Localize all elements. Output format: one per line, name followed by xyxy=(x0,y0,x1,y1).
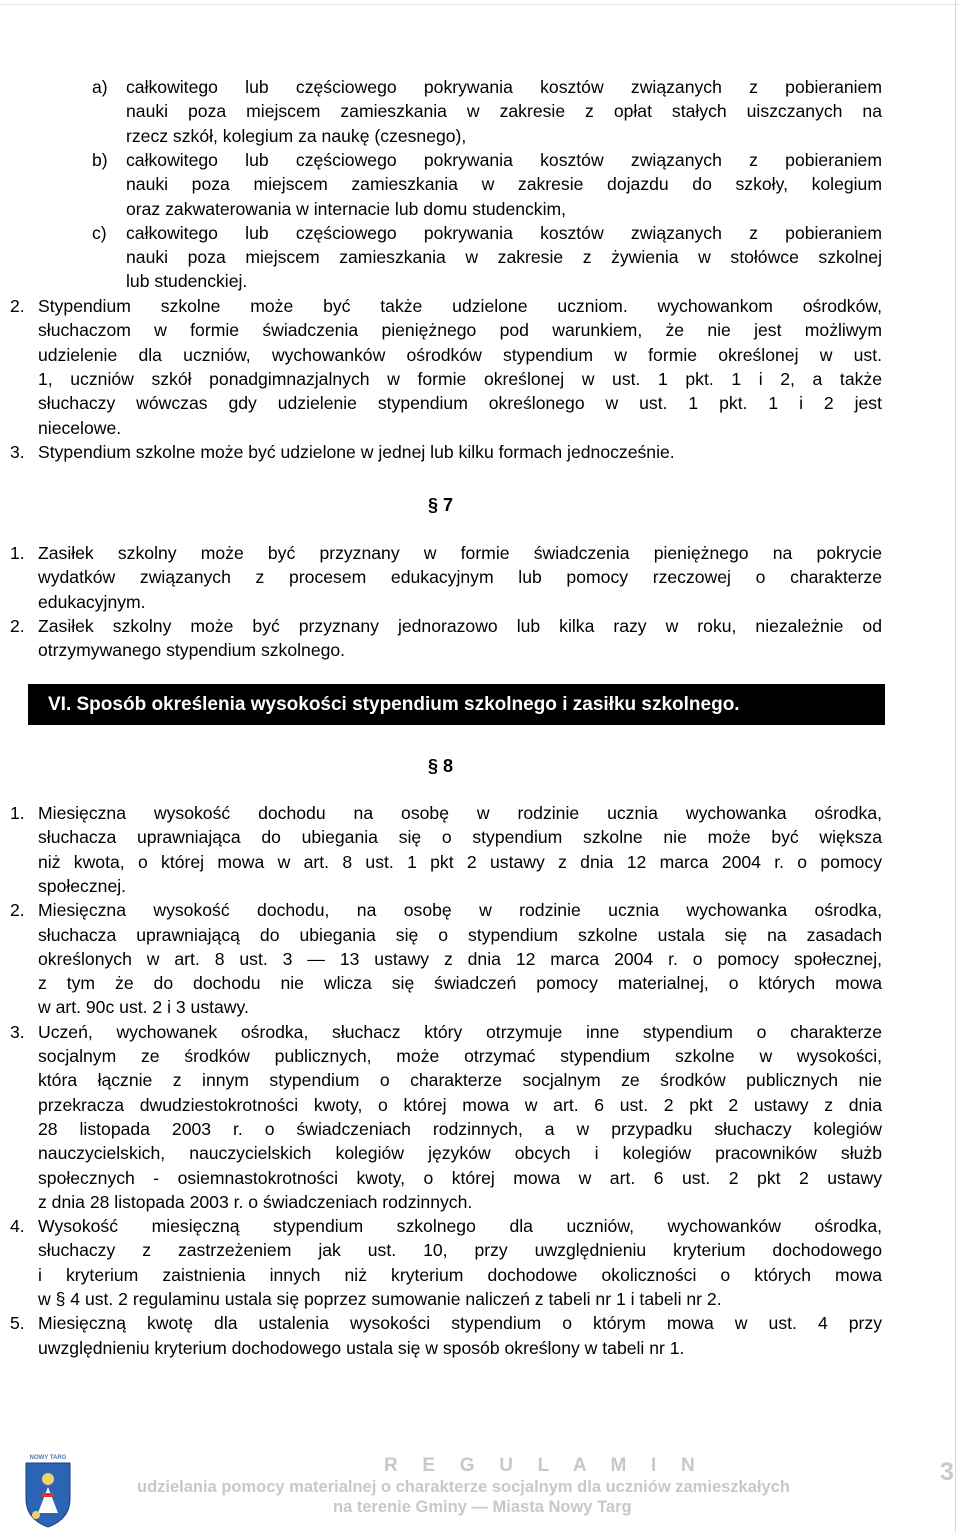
list-item-text-line: rzecz szkół, kolegium za naukę (czesnego), xyxy=(126,125,467,146)
list-item-text-line: i kryterium zaistnienia innych niż kryterium dochodowe okoliczności o których mowa xyxy=(38,1264,882,1285)
footer-line-1: udzielania pomocy materialnej o charakterze socjalnym dla uczniów zamieszkałych xyxy=(137,1478,790,1496)
list-item-text-line: 1, uczniów szkół ponadgimnazjalnych w formie określonej w ust. 1 pkt. 1 i 2, a także xyxy=(38,368,882,389)
list-item-text-line: 28 listopada 2003 r. o świadczeniach rodzinnych, a w przypadku słuchaczy kolegiów xyxy=(38,1118,882,1139)
list-item-text-line: Miesięczna wysokość dochodu na osobę w rodzinie ucznia wychowanka ośrodka, xyxy=(38,803,882,823)
list-item-text-line: Wysokość miesięczną stypendium szkolnego dla uczniów, wychowanków ośrodka, xyxy=(38,1216,882,1237)
list-item-text-line: oraz zakwaterowania w internacie lub domu studenckim, xyxy=(126,198,567,219)
list-item-text-line: całkowitego lub częściowego pokrywania kosztów związanych z pobieraniem xyxy=(126,222,882,243)
list-item-label: c) xyxy=(92,222,107,243)
list-item-text-line: Stypendium szkolne może być także udzielone uczniom. wychowankom ośrodków, xyxy=(38,296,882,316)
list-item-label: a) xyxy=(92,77,108,97)
list-item-text-line: społecznej. xyxy=(38,875,127,896)
list-item-label: 2. xyxy=(10,900,25,921)
section-heading-bar xyxy=(28,684,885,725)
list-item-text-line: całkowitego lub częściowego pokrywania kosztów związanych z pobieraniem xyxy=(126,77,882,97)
list-item-text-line: nauki poza miejscem zamieszkania w zakresie dojazdu do szkoły, kolegium xyxy=(126,174,882,195)
list-item-text-line: która łącznie z innym stypendium o charakterze socjalnym ze środków publicznych nie xyxy=(38,1070,882,1091)
section-heading: VI. Sposób określenia wysokości stypendium szkolnego i zasiłku szkolnego. xyxy=(48,694,740,715)
list-item-text-line: słuchaczom w formie świadczenia pieniężnego pod warunkiem, że nie jest możliwym xyxy=(38,320,882,341)
page-number: 3 xyxy=(940,1458,954,1486)
list-item-label: 3. xyxy=(10,441,25,462)
list-item-text-line: Zasiłek szkolny może być przyznany w formie świadczenia pieniężnego na pokrycie xyxy=(38,543,882,563)
list-item-text-line: słuchacza uprawniającą do ubiegania się o stypendium szkolne ustala się na zasadach xyxy=(38,924,882,945)
list-item-text-line: Uczeń, wychowanek ośrodka, słuchacz który otrzymuje inne stypendium o charakterze xyxy=(38,1021,882,1042)
list-item-text-line: Zasiłek szkolny może być przyznany jednorazowo lub kilka razy w roku, niezależnie od xyxy=(38,615,882,636)
list-item-label: b) xyxy=(92,149,108,170)
page-top-edge xyxy=(0,4,960,5)
list-item-label: 4. xyxy=(10,1216,25,1237)
list-item-text-line: niż kwota, o której mowa w art. 8 ust. 1 pkt 2 ustawy z dnia 12 marca 2004 r. o pomocy xyxy=(38,851,882,872)
list-item-text-line: uwzględnieniu kryterium dochodowego ustala się w sposób określony w tabeli nr 1. xyxy=(38,1337,685,1358)
list-item-label: 3. xyxy=(10,1021,25,1042)
list-item-text-line: z dnia 28 listopada 2003 r. o świadczeniach rodzinnych. xyxy=(38,1191,473,1212)
crest-caption: NOWY TARG xyxy=(29,1455,67,1461)
list-item-text-line: określonych w art. 8 ust. 3 — 13 ustawy z dnia 12 marca 2004 r. o pomocy społecznej, xyxy=(38,948,882,969)
paragraph-8-marker: § 8 xyxy=(428,756,454,776)
list-item-label: 1. xyxy=(10,543,25,563)
list-item-label: 2. xyxy=(10,615,25,636)
list-item-text-line: wydatków związanych z procesem edukacyjnym lub pomocy rzeczowej o charakterze xyxy=(38,567,882,588)
list-item-label: 2. xyxy=(10,296,25,316)
list-item-text-line: nauczycielskich, nauczycielskich kolegiów języków obcych i kolegiów pracowników służb xyxy=(38,1143,882,1164)
list-item-text-line: socjalnym ze środków publicznych, może otrzymać stypendium szkolne w wysokości, xyxy=(38,1046,882,1066)
list-item-text-line: słuchaczy wówczas gdy udzielenie stypendium określonego w ust. 1 pkt. 1 i 2 jest xyxy=(38,393,882,414)
list-item-text-line: w art. 90c ust. 2 i 3 ustawy. xyxy=(38,997,249,1018)
list-item-text-line: słuchaczy z zastrzeżeniem jak ust. 10, przy uwzględnieniu kryterium dochodowego xyxy=(38,1240,882,1261)
list-item-label: 1. xyxy=(10,803,25,823)
paragraph-7-marker: § 7 xyxy=(428,495,454,515)
list-item-text-line: edukacyjnym. xyxy=(38,591,146,612)
list-item-text-line: społecznych - osiemnastokrotności kwoty, o której mowa w art. 6 ust. 2 pkt 2 ustawy xyxy=(38,1167,882,1188)
list-item-text-line: Stypendium szkolne może być udzielone w jednej lub kilku formach jednocześnie. xyxy=(38,441,675,462)
list-item-text-line: otrzymywanego stypendium szkolnego. xyxy=(38,640,346,661)
list-item-label: 5. xyxy=(10,1313,25,1334)
list-item-text-line: niecelowe. xyxy=(38,417,122,438)
list-item-text-line: lub studenckiej. xyxy=(126,271,248,292)
list-item-text-line: Miesięczną kwotę dla ustalenia wysokości stypendium o którym mowa w ust. 4 przy xyxy=(38,1313,882,1334)
footer-line-2: na terenie Gminy — Miasta Nowy Targ xyxy=(333,1498,632,1516)
list-item-text-line: z tym że do dochodu nie wlicza się świadczeń pomocy materialnej, o których mowa xyxy=(38,973,882,994)
list-item-text-line: w § 4 ust. 2 regulaminu ustala się poprzez sumowanie naliczeń z tabeli nr 1 i tabeli nr 2. xyxy=(38,1289,722,1309)
list-item-text-line: słuchacza uprawniająca do ubiegania się o stypendium szkolne nie może być większa xyxy=(38,827,882,848)
list-item-text-line: nauki poza miejscem zamieszkania w zakresie z żywienia w stołówce szkolnej xyxy=(126,247,882,268)
nowy-targ-crest-icon xyxy=(20,1453,76,1531)
list-item-text-line: całkowitego lub częściowego pokrywania kosztów związanych z pobieraniem xyxy=(126,149,882,170)
list-item-text-line: nauki poza miejscem zamieszkania w zakresie z opłat stałych uiszczanych na xyxy=(126,101,882,122)
list-item-text-line: Miesięczna wysokość dochodu, na osobę w rodzinie ucznia wychowanka ośrodka, xyxy=(38,900,882,921)
footer-title: R E G U L A M I N xyxy=(384,1455,705,1476)
list-item-text-line: przekracza dwudziestokrotności kwoty, o której mowa w art. 6 ust. 2 pkt 2 ustawy z dnia xyxy=(38,1094,882,1115)
list-item-text-line: udzielenie dla uczniów, wychowanków ośrodków stypendium w formie określonej w ust. xyxy=(38,344,882,365)
page-right-edge xyxy=(955,0,956,1533)
